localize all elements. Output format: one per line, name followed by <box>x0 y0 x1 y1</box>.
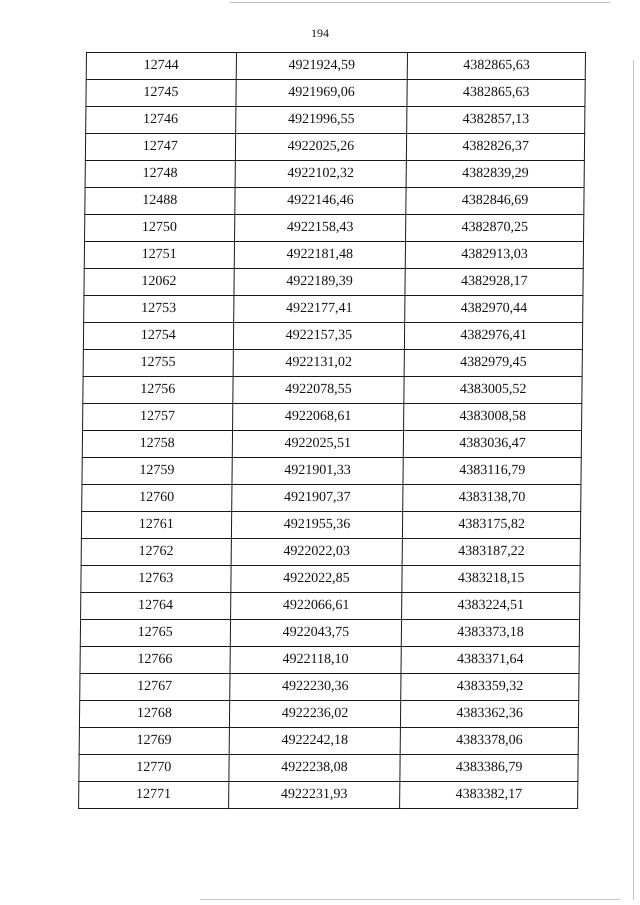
y-coordinate-cell: 4382913,03 <box>406 242 584 269</box>
point-number-cell: 12750 <box>85 215 235 242</box>
scan-edge-bottom <box>200 899 620 900</box>
x-coordinate-cell: 4922078,55 <box>232 377 404 404</box>
x-coordinate-cell: 4922146,46 <box>234 188 406 215</box>
x-coordinate-cell: 4922242,18 <box>229 728 401 755</box>
y-coordinate-cell: 4383359,32 <box>401 674 579 701</box>
y-coordinate-cell: 4382826,37 <box>407 134 585 161</box>
point-number-cell: 12748 <box>85 161 235 188</box>
table-row <box>85 161 584 188</box>
table-row <box>82 485 581 512</box>
x-coordinate-cell: 4922177,41 <box>233 296 405 323</box>
x-coordinate-cell: 4922158,43 <box>234 215 406 242</box>
table-row <box>81 593 580 620</box>
x-coordinate-cell: 4922025,51 <box>232 431 404 458</box>
point-number-cell: 12751 <box>84 242 234 269</box>
point-number-cell: 12763 <box>81 566 231 593</box>
x-coordinate-cell: 4921996,55 <box>235 107 407 134</box>
y-coordinate-cell: 4383373,18 <box>402 620 580 647</box>
y-coordinate-cell: 4383382,17 <box>400 782 578 809</box>
table-row <box>82 431 581 458</box>
y-coordinate-cell: 4383116,79 <box>403 458 581 485</box>
point-number-cell: 12062 <box>84 269 234 296</box>
point-number-cell: 12766 <box>80 647 230 674</box>
y-coordinate-cell: 4383187,22 <box>402 539 580 566</box>
table-row <box>85 188 584 215</box>
x-coordinate-cell: 4922066,61 <box>230 593 402 620</box>
table-row <box>82 458 581 485</box>
point-number-cell: 12756 <box>83 377 233 404</box>
point-number-cell: 12753 <box>84 296 234 323</box>
table-row <box>83 377 582 404</box>
y-coordinate-cell: 4383371,64 <box>401 647 579 674</box>
x-coordinate-cell: 4922231,93 <box>228 782 400 809</box>
x-coordinate-cell: 4921907,37 <box>231 485 403 512</box>
coordinates-table <box>78 52 586 809</box>
table-row <box>86 53 585 80</box>
x-coordinate-cell: 4922157,35 <box>233 323 405 350</box>
page-number: 194 <box>311 26 329 40</box>
table-row <box>80 620 579 647</box>
y-coordinate-cell: 4383362,36 <box>401 701 579 728</box>
table-row <box>83 350 582 377</box>
point-number-cell: 12758 <box>82 431 232 458</box>
y-coordinate-cell: 4383138,70 <box>403 485 581 512</box>
point-number-cell: 12761 <box>81 512 231 539</box>
table-row <box>79 755 578 782</box>
y-coordinate-cell: 4383218,15 <box>402 566 580 593</box>
x-coordinate-cell: 4922068,61 <box>232 404 404 431</box>
table-row <box>83 404 582 431</box>
table-row <box>81 512 580 539</box>
x-coordinate-cell: 4921969,06 <box>236 80 408 107</box>
point-number-cell: 12768 <box>79 701 229 728</box>
point-number-cell: 12771 <box>79 782 229 809</box>
table-row <box>79 728 578 755</box>
y-coordinate-cell: 4382865,63 <box>407 80 585 107</box>
x-coordinate-cell: 4922236,02 <box>229 701 401 728</box>
table-row <box>81 539 580 566</box>
point-number-cell: 12754 <box>83 323 233 350</box>
x-coordinate-cell: 4922189,39 <box>234 269 406 296</box>
x-coordinate-cell: 4922238,08 <box>228 755 400 782</box>
y-coordinate-cell: 4382976,41 <box>405 323 583 350</box>
table-row <box>86 107 585 134</box>
point-number-cell: 12770 <box>79 755 229 782</box>
table-row <box>80 647 579 674</box>
point-number-cell: 12488 <box>85 188 235 215</box>
x-coordinate-cell: 4922022,03 <box>231 539 403 566</box>
y-coordinate-cell: 4382970,44 <box>405 296 583 323</box>
y-coordinate-cell: 4383386,79 <box>400 755 578 782</box>
scan-edge-top <box>230 2 610 3</box>
y-coordinate-cell: 4383378,06 <box>400 728 578 755</box>
table-row <box>84 296 583 323</box>
point-number-cell: 12764 <box>81 593 231 620</box>
y-coordinate-cell: 4383008,58 <box>404 404 582 431</box>
table-row <box>81 566 580 593</box>
x-coordinate-cell: 4922022,85 <box>230 566 402 593</box>
point-number-cell: 12747 <box>85 134 235 161</box>
table-row <box>85 215 584 242</box>
point-number-cell: 12745 <box>86 80 236 107</box>
y-coordinate-cell: 4382979,45 <box>404 350 582 377</box>
point-number-cell: 12767 <box>80 674 230 701</box>
x-coordinate-cell: 4921955,36 <box>231 512 403 539</box>
y-coordinate-cell: 4382870,25 <box>406 215 584 242</box>
point-number-cell: 12755 <box>83 350 233 377</box>
x-coordinate-cell: 4922230,36 <box>229 674 401 701</box>
table-row <box>85 134 584 161</box>
x-coordinate-cell: 4922118,10 <box>230 647 402 674</box>
point-number-cell: 12765 <box>80 620 230 647</box>
coordinates-table-body <box>79 53 586 809</box>
table-row <box>79 782 578 809</box>
x-coordinate-cell: 4922131,02 <box>233 350 405 377</box>
x-coordinate-cell: 4922043,75 <box>230 620 402 647</box>
table-row <box>86 80 585 107</box>
point-number-cell: 12744 <box>86 53 236 80</box>
y-coordinate-cell: 4382839,29 <box>406 161 584 188</box>
x-coordinate-cell: 4922181,48 <box>234 242 406 269</box>
point-number-cell: 12757 <box>83 404 233 431</box>
x-coordinate-cell: 4922025,26 <box>235 134 407 161</box>
y-coordinate-cell: 4383175,82 <box>403 512 581 539</box>
point-number-cell: 12769 <box>79 728 229 755</box>
x-coordinate-cell: 4921901,33 <box>232 458 404 485</box>
table-row <box>79 701 578 728</box>
y-coordinate-cell: 4383224,51 <box>402 593 580 620</box>
y-coordinate-cell: 4382857,13 <box>407 107 585 134</box>
point-number-cell: 12762 <box>81 539 231 566</box>
table-row <box>84 269 583 296</box>
point-number-cell: 12746 <box>86 107 236 134</box>
y-coordinate-cell: 4382928,17 <box>405 269 583 296</box>
table-row <box>84 242 583 269</box>
x-coordinate-cell: 4921924,59 <box>236 53 408 80</box>
point-number-cell: 12760 <box>82 485 232 512</box>
y-coordinate-cell: 4383036,47 <box>404 431 582 458</box>
table-row <box>83 323 582 350</box>
y-coordinate-cell: 4383005,52 <box>404 377 582 404</box>
scan-edge-right <box>633 60 634 900</box>
y-coordinate-cell: 4382865,63 <box>407 53 585 80</box>
x-coordinate-cell: 4922102,32 <box>235 161 407 188</box>
y-coordinate-cell: 4382846,69 <box>406 188 584 215</box>
point-number-cell: 12759 <box>82 458 232 485</box>
table-row <box>80 674 579 701</box>
